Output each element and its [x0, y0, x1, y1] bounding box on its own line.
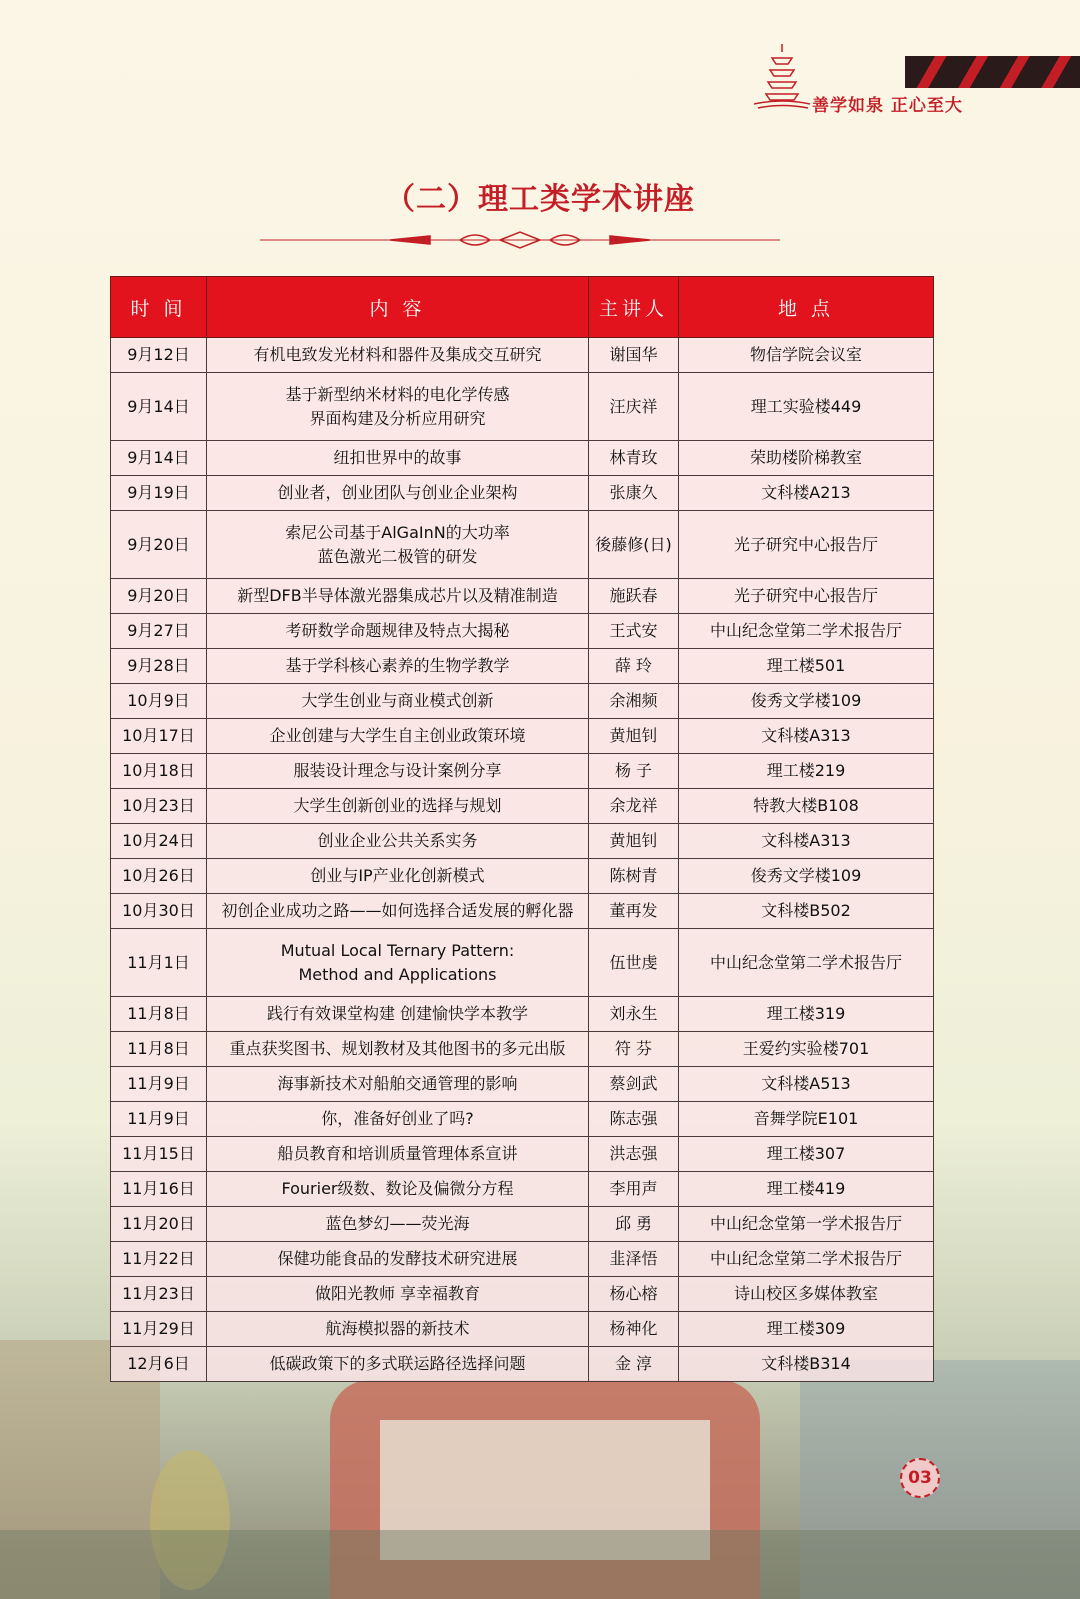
cell-speaker: 施跃春 — [589, 579, 679, 614]
cell-content: 创业企业公共关系实务 — [207, 824, 589, 859]
table-row — [111, 1312, 934, 1347]
cell-time: 11月8日 — [111, 997, 207, 1032]
cell-content: 纽扣世界中的故事 — [207, 441, 589, 476]
cell-speaker: 谢国华 — [589, 338, 679, 373]
cell-speaker: 董再发 — [589, 894, 679, 929]
cell-place: 理工楼309 — [679, 1312, 934, 1347]
cell-content: Fourier级数、数论及偏微分方程 — [207, 1172, 589, 1207]
cell-time: 10月9日 — [111, 684, 207, 719]
table-row — [111, 789, 934, 824]
table-row — [111, 1277, 934, 1312]
cell-place: 文科楼B502 — [679, 894, 934, 929]
cell-content: 初创企业成功之路——如何选择合适发展的孵化器 — [207, 894, 589, 929]
cell-speaker: 余湘频 — [589, 684, 679, 719]
cell-content: 索尼公司基于AlGaInN的大功率 蓝色激光二极管的研发 — [207, 511, 589, 579]
table-row — [111, 719, 934, 754]
table-row — [111, 338, 934, 373]
cell-speaker: 邱 勇 — [589, 1207, 679, 1242]
cell-place: 中山纪念堂第二学术报告厅 — [679, 1242, 934, 1277]
cell-time: 9月28日 — [111, 649, 207, 684]
cell-place: 诗山校区多媒体教室 — [679, 1277, 934, 1312]
page-number-badge: 03 — [900, 1458, 940, 1498]
cell-content: 大学生创新创业的选择与规划 — [207, 789, 589, 824]
table-row — [111, 511, 934, 579]
cell-content: 基于学科核心素养的生物学教学 — [207, 649, 589, 684]
table-row — [111, 579, 934, 614]
table-row — [111, 441, 934, 476]
cell-speaker: 林青玫 — [589, 441, 679, 476]
brand-stripe-bar — [905, 56, 1080, 88]
table-row — [111, 929, 934, 997]
table-row — [111, 1032, 934, 1067]
table-row — [111, 684, 934, 719]
cell-time: 11月29日 — [111, 1312, 207, 1347]
table-row — [111, 1347, 934, 1382]
cell-place: 理工楼307 — [679, 1137, 934, 1172]
table-row — [111, 1242, 934, 1277]
table-row — [111, 859, 934, 894]
cell-content: 低碳政策下的多式联运路径选择问题 — [207, 1347, 589, 1382]
cell-content: 重点获奖图书、规划教材及其他图书的多元出版 — [207, 1032, 589, 1067]
cell-place: 光子研究中心报告厅 — [679, 511, 934, 579]
cell-place: 文科楼A213 — [679, 476, 934, 511]
cell-content: 考研数学命题规律及特点大揭秘 — [207, 614, 589, 649]
cell-content: 航海模拟器的新技术 — [207, 1312, 589, 1347]
table-row — [111, 649, 934, 684]
cell-speaker: 杨 子 — [589, 754, 679, 789]
page-title: （二）理工类学术讲座 — [385, 182, 695, 217]
cell-place: 理工实验楼449 — [679, 373, 934, 441]
cell-time: 11月9日 — [111, 1067, 207, 1102]
table-row — [111, 894, 934, 929]
header-place: 地 点 — [679, 277, 934, 338]
cell-speaker: 黄旭钊 — [589, 719, 679, 754]
cell-speaker: 黄旭钊 — [589, 824, 679, 859]
cell-place: 中山纪念堂第二学术报告厅 — [679, 929, 934, 997]
cell-place: 王爱约实验楼701 — [679, 1032, 934, 1067]
cell-content: 你，准备好创业了吗? — [207, 1102, 589, 1137]
header-content: 内 容 — [207, 277, 589, 338]
cell-time: 11月20日 — [111, 1207, 207, 1242]
cell-speaker: 刘永生 — [589, 997, 679, 1032]
table-row — [111, 754, 934, 789]
lecture-schedule-table — [110, 276, 934, 1382]
cell-time: 11月22日 — [111, 1242, 207, 1277]
pagoda-logo-icon — [752, 40, 812, 110]
cell-time: 11月1日 — [111, 929, 207, 997]
cell-place: 理工楼501 — [679, 649, 934, 684]
cell-time: 12月6日 — [111, 1347, 207, 1382]
cell-place: 理工楼319 — [679, 997, 934, 1032]
cell-place: 音舞学院E101 — [679, 1102, 934, 1137]
cell-speaker: 薛 玲 — [589, 649, 679, 684]
cell-place: 中山纪念堂第一学术报告厅 — [679, 1207, 934, 1242]
cell-speaker: 陈志强 — [589, 1102, 679, 1137]
cell-speaker: 符 芬 — [589, 1032, 679, 1067]
title-ornament-divider — [260, 228, 780, 252]
cell-speaker: 金 淳 — [589, 1347, 679, 1382]
table-header-row — [111, 277, 934, 338]
cell-speaker: 李用声 — [589, 1172, 679, 1207]
cell-place: 荣助楼阶梯教室 — [679, 441, 934, 476]
table-row — [111, 1102, 934, 1137]
table-row — [111, 373, 934, 441]
cell-place: 特教大楼B108 — [679, 789, 934, 824]
cell-place: 中山纪念堂第二学术报告厅 — [679, 614, 934, 649]
cell-speaker: 余龙祥 — [589, 789, 679, 824]
cell-content: 做阳光教师 享幸福教育 — [207, 1277, 589, 1312]
cell-place: 理工楼219 — [679, 754, 934, 789]
table-row — [111, 1067, 934, 1102]
cell-time: 9月19日 — [111, 476, 207, 511]
table-row — [111, 614, 934, 649]
cell-speaker: 後藤修(日) — [589, 511, 679, 579]
cell-time: 11月9日 — [111, 1102, 207, 1137]
cell-speaker: 蔡剑武 — [589, 1067, 679, 1102]
cell-place: 文科楼A313 — [679, 824, 934, 859]
table-row — [111, 824, 934, 859]
header-time: 时 间 — [111, 277, 207, 338]
cell-time: 10月18日 — [111, 754, 207, 789]
cell-time: 9月20日 — [111, 579, 207, 614]
cell-content: 船员教育和培训质量管理体系宣讲 — [207, 1137, 589, 1172]
cell-time: 9月14日 — [111, 441, 207, 476]
cell-time: 9月12日 — [111, 338, 207, 373]
cell-speaker: 王式安 — [589, 614, 679, 649]
cell-content: 创业者，创业团队与创业企业架构 — [207, 476, 589, 511]
cell-speaker: 陈树青 — [589, 859, 679, 894]
cell-place: 俊秀文学楼109 — [679, 684, 934, 719]
table-row — [111, 1207, 934, 1242]
cell-content: 蓝色梦幻——荧光海 — [207, 1207, 589, 1242]
cell-content: 新型DFB半导体激光器集成芯片以及精准制造 — [207, 579, 589, 614]
cell-content: 企业创建与大学生自主创业政策环境 — [207, 719, 589, 754]
cell-content: Mutual Local Ternary Pattern: Method and Applications — [207, 929, 589, 997]
cell-content: 保健功能食品的发酵技术研究进展 — [207, 1242, 589, 1277]
cell-time: 10月30日 — [111, 894, 207, 929]
cell-time: 9月27日 — [111, 614, 207, 649]
cell-content: 基于新型纳米材料的电化学传感 界面构建及分析应用研究 — [207, 373, 589, 441]
cell-speaker: 韭泽悟 — [589, 1242, 679, 1277]
cell-place: 理工楼419 — [679, 1172, 934, 1207]
cell-speaker: 伍世虔 — [589, 929, 679, 997]
cell-time: 11月16日 — [111, 1172, 207, 1207]
cell-speaker: 汪庆祥 — [589, 373, 679, 441]
cell-place: 文科楼A313 — [679, 719, 934, 754]
cell-time: 9月14日 — [111, 373, 207, 441]
cell-content: 海事新技术对船舶交通管理的影响 — [207, 1067, 589, 1102]
cell-time: 11月23日 — [111, 1277, 207, 1312]
brand-motto: 善学如泉 正心至大 — [812, 96, 963, 116]
header-speaker: 主讲人 — [589, 277, 679, 338]
table-row — [111, 1172, 934, 1207]
table-row — [111, 997, 934, 1032]
cell-place: 光子研究中心报告厅 — [679, 579, 934, 614]
cell-content: 有机电致发光材料和器件及集成交互研究 — [207, 338, 589, 373]
cell-speaker: 张康久 — [589, 476, 679, 511]
cell-time: 10月24日 — [111, 824, 207, 859]
cell-time: 10月26日 — [111, 859, 207, 894]
cell-time: 11月8日 — [111, 1032, 207, 1067]
table-row — [111, 476, 934, 511]
cell-content: 大学生创业与商业模式创新 — [207, 684, 589, 719]
cell-speaker: 杨心榕 — [589, 1277, 679, 1312]
cell-speaker: 杨神化 — [589, 1312, 679, 1347]
cell-place: 物信学院会议室 — [679, 338, 934, 373]
cell-time: 10月23日 — [111, 789, 207, 824]
cell-content: 服装设计理念与设计案例分享 — [207, 754, 589, 789]
cell-place: 俊秀文学楼109 — [679, 859, 934, 894]
cell-time: 11月15日 — [111, 1137, 207, 1172]
cell-time: 9月20日 — [111, 511, 207, 579]
cell-place: 文科楼A513 — [679, 1067, 934, 1102]
table-row — [111, 1137, 934, 1172]
cell-content: 创业与IP产业化创新模式 — [207, 859, 589, 894]
cell-time: 10月17日 — [111, 719, 207, 754]
cell-speaker: 洪志强 — [589, 1137, 679, 1172]
cell-content: 践行有效课堂构建 创建愉快学本教学 — [207, 997, 589, 1032]
cell-place: 文科楼B314 — [679, 1347, 934, 1382]
